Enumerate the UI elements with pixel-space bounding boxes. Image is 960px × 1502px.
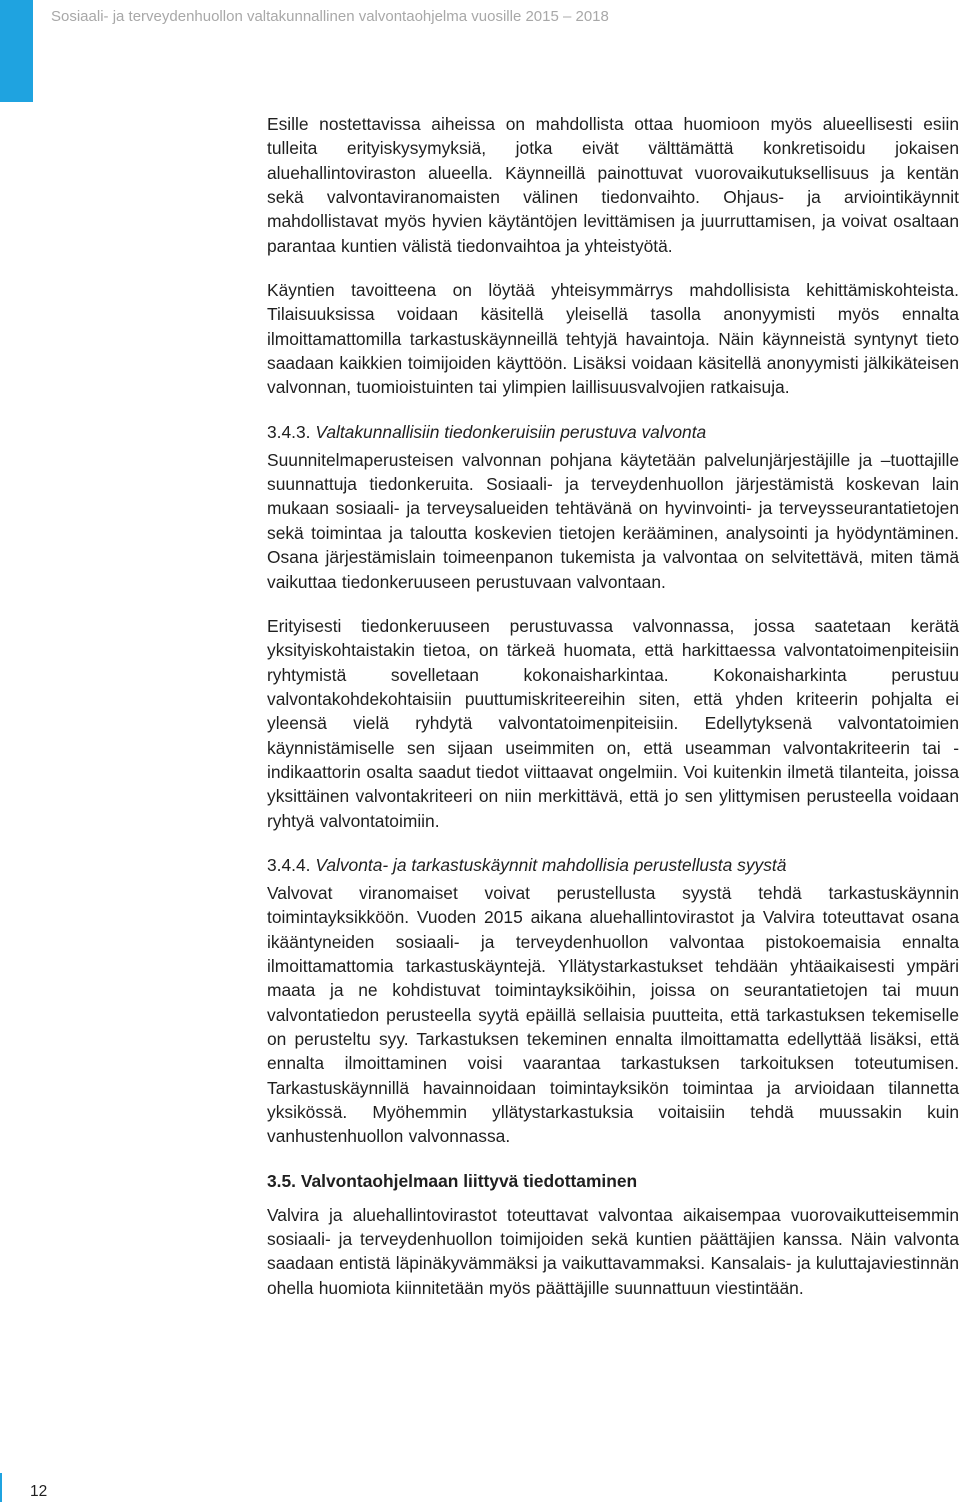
accent-bottom-bar [0, 1473, 2, 1502]
section-heading-3-4-3 [267, 420, 959, 444]
section-number: 3.4.4. [267, 854, 311, 875]
page-body [267, 112, 959, 1300]
section-title: Valvonta- ja tarkastuskäynnit mahdollisia perustellusta syystä [315, 854, 787, 875]
section-heading-3-5 [267, 1169, 959, 1193]
section-number: 3.4.3. [267, 421, 311, 442]
paragraph: Käyntien tavoitteena on löytää yhteisymmärrys mahdollisista kehittämiskohteista. Tilaisuuksissa voidaan käsitellä yleisellä tasolla anonyymisti myös ennalta ilmoittamattomilla tarkastuskäynneillä tehtyjä havaintoja. Näin käynneistä syntynyt tieto saadaan kaikkien toimijoiden käyttöön. Lisäksi voidaan käsitellä anonyymisti jälkikäteisen valvonnan, tuomioistuinten tai ylimpien laillisuusvalvojien ratkaisuja. [267, 280, 959, 398]
paragraph: Erityisesti tiedonkeruuseen perustuvassa valvonnassa, jossa saatetaan kerätä yksityiskohtaistakin tietoa, on tärkeä huomata, että harkittaessa valvontatoimenpiteisiin ryhtymistä sovelletaan kokonaisharkintaa. Kokonaisharkinta perustuu valvontakohdekohtaisiin puuttumiskriteereihin siten, että yhden kriteerin pohjalta ei yleensä vielä ryhdytä valvontatoimenpiteisiin. Edellytyksenä valvontatoimien käynnistämiselle sen sijaan useimmiten on, että useamman valvontakriteerin tai -indikaattorin osalta saadut tiedot viittaavat ongelmiin. Voi kuitenkin ilmetä tilanteita, joissa yksittäinen valvontakriteeri on niin merkittävä, että jo sen ylittymisen perusteella voidaan ryhtyä valvontatoimiin. [267, 615, 959, 831]
running-header: Sosiaali- ja terveydenhuollon valtakunnallinen valvontaohjelma vuosille 2015 – 2018 [51, 8, 609, 25]
section-number: 3.5. [267, 1170, 297, 1191]
page-number: 12 [30, 1483, 48, 1500]
paragraph: Valvira ja aluehallintovirastot toteuttavat valvontaa aikaisempaa vuorovaikutteisemmin sosiaali- ja terveydenhuollon toimijoiden sekä kuntien päättäjien kanssa. Näin valvonta saadaan entistä läpinäkyvämmäksi ja vaikuttavammaksi. Kansalais- ja kuluttajaviestinnän ohella huomiota kiinnitetään myös päättäjille suunnattuun viestintään. [267, 1204, 959, 1298]
section-title: Valtakunnallisiin tiedonkeruisiin perustuva valvonta [315, 421, 707, 442]
section-title: Valvontaohjelmaan liittyvä tiedottaminen [300, 1170, 638, 1191]
section-heading-3-4-4 [267, 853, 959, 877]
accent-side-bar [0, 0, 33, 102]
paragraph: Suunnitelmaperusteisen valvonnan pohjana käytetään palvelunjärjestäjille ja –tuottajille suunnattuja tiedonkeruita. Sosiaali- ja terveydenhuollon järjestämistä koskevan lain mukaan sosiaali- ja terveysalueiden tehtävänä on hyvinvointi- ja terveysseurantatietojen sekä toimintaa ja taloutta koskevien tietojen kerääminen, analysointi ja hyödyntäminen. Osana järjestämislain toimeenpanon tukemista ja valvontaa on selvitettävä, miten tämä vaikuttaa tiedonkeruuseen perustuvaan valvontaan. [267, 449, 959, 592]
paragraph: Esille nostettavissa aiheissa on mahdollista ottaa huomioon myös alueellisesti esiin tulleita erityiskysymyksiä, jotka eivät välttämättä konkretisoidu jokaisen aluehallintoviraston alueella. Käynneillä painottuvat vuorovaikutuksellisuus ja kentän sekä valvontaviranomaisten välinen tiedonvaihto. Ohjaus- ja arviointikäynnit mahdollistavat myös hyvien käytäntöjen levittämisen ja juurruttamisen, ja voivat osaltaan parantaa kuntien välistä tiedonvaihtoa ja yhteistyötä. [267, 114, 959, 256]
paragraph: Valvovat viranomaiset voivat perustellusta syystä tehdä tarkastuskäynnin toimintayksikköön. Vuoden 2015 aikana aluehallintovirastot ja Valvira toteuttavat osana ikääntyneiden sosiaali- ja terveydenhuollon valvontaa pistokoemaisia ennalta ilmoittamattomia tarkastuskäyntejä. Yllätystarkastukset tehdään yhtäaikaisesti ympäri maata ja ne kohdistuvat toimintayksiköihin, joissa on seurantatietojen tai muun valvontatiedon perusteella syytä epäillä sellaisia puutteita, että tarkastuksen tekemiselle on perusteltu syy. Tarkastuksen tekeminen ennalta ilmoittamatta edellyttää lisäksi, että ennalta ilmoittaminen voisi vaarantaa tarkastuksen tarkoituksen toteutumisen. Tarkastuskäynnillä havainnoidaan toimintayksikön toimintaa ja arvioidaan tilannetta yksikössä. Myöhemmin yllätystarkastuksia voitaisiin tehdä muussakin kuin vanhustenhuollon valvonnassa. [267, 882, 959, 1147]
